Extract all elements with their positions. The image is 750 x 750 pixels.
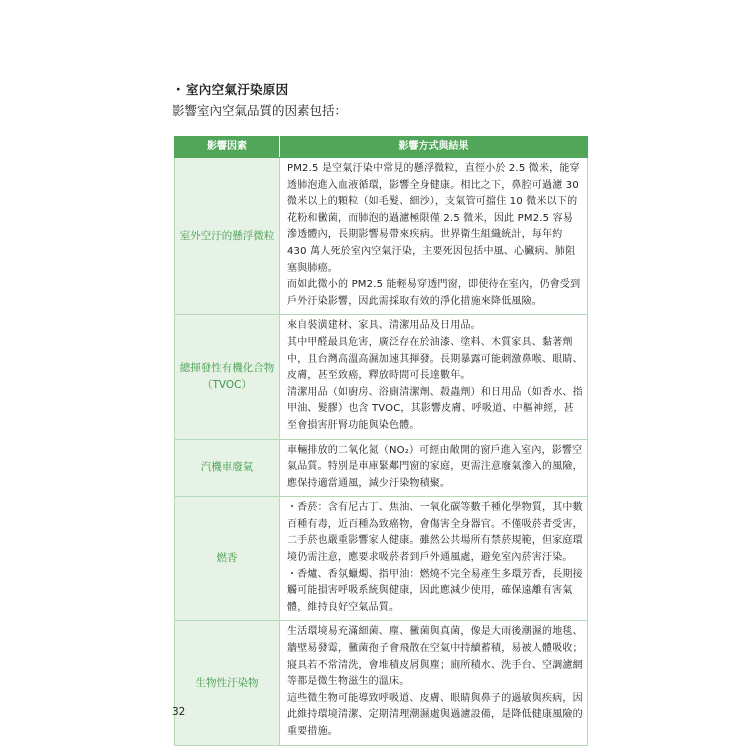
factors-table [174, 136, 588, 746]
table-row [175, 497, 588, 621]
desc-cell [280, 439, 588, 497]
desc-cell [280, 621, 588, 745]
desc-paragraph: 來自裝潢建材、家具、清潔用品及日用品。 [287, 320, 481, 332]
desc-paragraph: 其中甲醛最具危害，廣泛存在於油漆、塗料、木質家具、黏著劑中，且台灣高溫高濕加速其揮發。長期暴露可能刺激鼻喉、眼睛、皮膚，甚至致癌，釋放時間可長達數年。 [287, 336, 583, 382]
desc-paragraph: 這些微生物可能導致呼吸道、皮膚、眼睛與鼻子的過敏與疾病，因此維持環境清潔、定期清理潮濕處與過濾設備，是降低健康風險的重要措施。 [287, 692, 583, 737]
factor-abbrev: （TVOC） [201, 378, 252, 391]
desc-paragraph: 清潔用品（如廚房、浴廁清潔劑、殺蟲劑）和日用品（如香水、指甲油、髮膠）也含 TVOC，其影響皮膚、呼吸道、中樞神經，甚至會損害肝腎功能與染色體。 [287, 386, 583, 431]
factor-name: 生物性汙染物 [195, 676, 259, 689]
desc-paragraph: ・香菸：含有尼古丁、焦油、一氧化碳等數千種化學物質，其中數百種有毒，近百種為致癌物，會傷害全身器官。不僅吸菸者受害，二手菸也嚴重影響家人健康。雖然公共場所有禁菸規範，但家庭環境仍需注意，應要求吸菸者到戶外通風處，避免室內菸害汙染。 [287, 502, 583, 564]
table-row [175, 158, 588, 315]
factor-cell [175, 497, 280, 621]
table-row [175, 439, 588, 497]
factor-name: 燃香 [216, 552, 238, 565]
factor-name: 汽機車廢氣 [200, 461, 254, 474]
table-row [175, 621, 588, 745]
desc-cell [280, 497, 588, 621]
factor-name: 總揮發性有機化合物 [179, 361, 275, 374]
table-header-row [175, 137, 588, 158]
heading-bullet: ・ [172, 82, 185, 97]
desc-paragraph: 而如此微小的 PM2.5 能輕易穿透門窗，即使待在室內，仍會受到戶外汙染影響，因此需採取有效的淨化措施來降低風險。 [287, 279, 581, 307]
desc-paragraph: PM2.5 是空氣汙染中常見的懸浮微粒，直徑小於 2.5 微米，能穿透肺泡進入血液循環，影響全身健康。相比之下，鼻腔可過濾 30 微米以上的顆粒（如毛髮、細沙），支氣管可擋住 10 微米以下的花粉和黴菌，而肺泡的過濾極限僅 2.5 微米，因此 PM2.5 容易滲透體內，長期影響易帶來疾病。世界衛生組織統計，每年約 430 萬人死於室內空氣汙染，主要死因包括中風、心臟病、肺阻塞與肺癌。 [287, 163, 580, 274]
header-factor: 影響因素 [175, 137, 280, 158]
desc-cell [280, 315, 588, 439]
intro-text: 影響室內空氣品質的因素包括： [172, 103, 348, 118]
desc-paragraph: ・香爐、香氛蠟燭、指甲油：燃燒不完全易產生多環芳香，長期接觸可能損害呼吸系統與健康，因此應減少使用，確保遠離有害氣體，維持良好空氣品質。 [287, 568, 583, 613]
header-impact: 影響方式與結果 [280, 137, 588, 158]
factor-name: 室外空汙的懸浮微粒 [179, 229, 275, 242]
section-heading [172, 80, 288, 98]
page-number: 32 [172, 706, 186, 718]
section-heading-text: 室內空氣汙染原因 [186, 82, 289, 97]
table-row [175, 315, 588, 439]
factor-cell [175, 315, 280, 439]
desc-cell [280, 158, 588, 315]
factor-cell [175, 621, 280, 745]
factor-cell [175, 158, 280, 315]
desc-paragraph: 生活環境易充滿細菌、塵、黴菌與真菌，像是大雨後潮濕的地毯、牆壁易發霉，黴菌孢子會飛散在空氣中持續蓄積，易被人體吸收；寢具若不常清洗，會堆積皮屑與塵；廁所積水、洗手台、空調濾網等都是微生物滋生的溫床。 [287, 626, 583, 688]
desc-paragraph: 車輛排放的二氧化氮（NO₂）可經由敞開的窗戶進入室內，影響空氣品質。特別是車庫緊鄰門窗的家庭，更需注意廢氣滲入的風險，應保持適當通風，減少汙染物積聚。 [287, 444, 583, 489]
factor-cell [175, 439, 280, 497]
